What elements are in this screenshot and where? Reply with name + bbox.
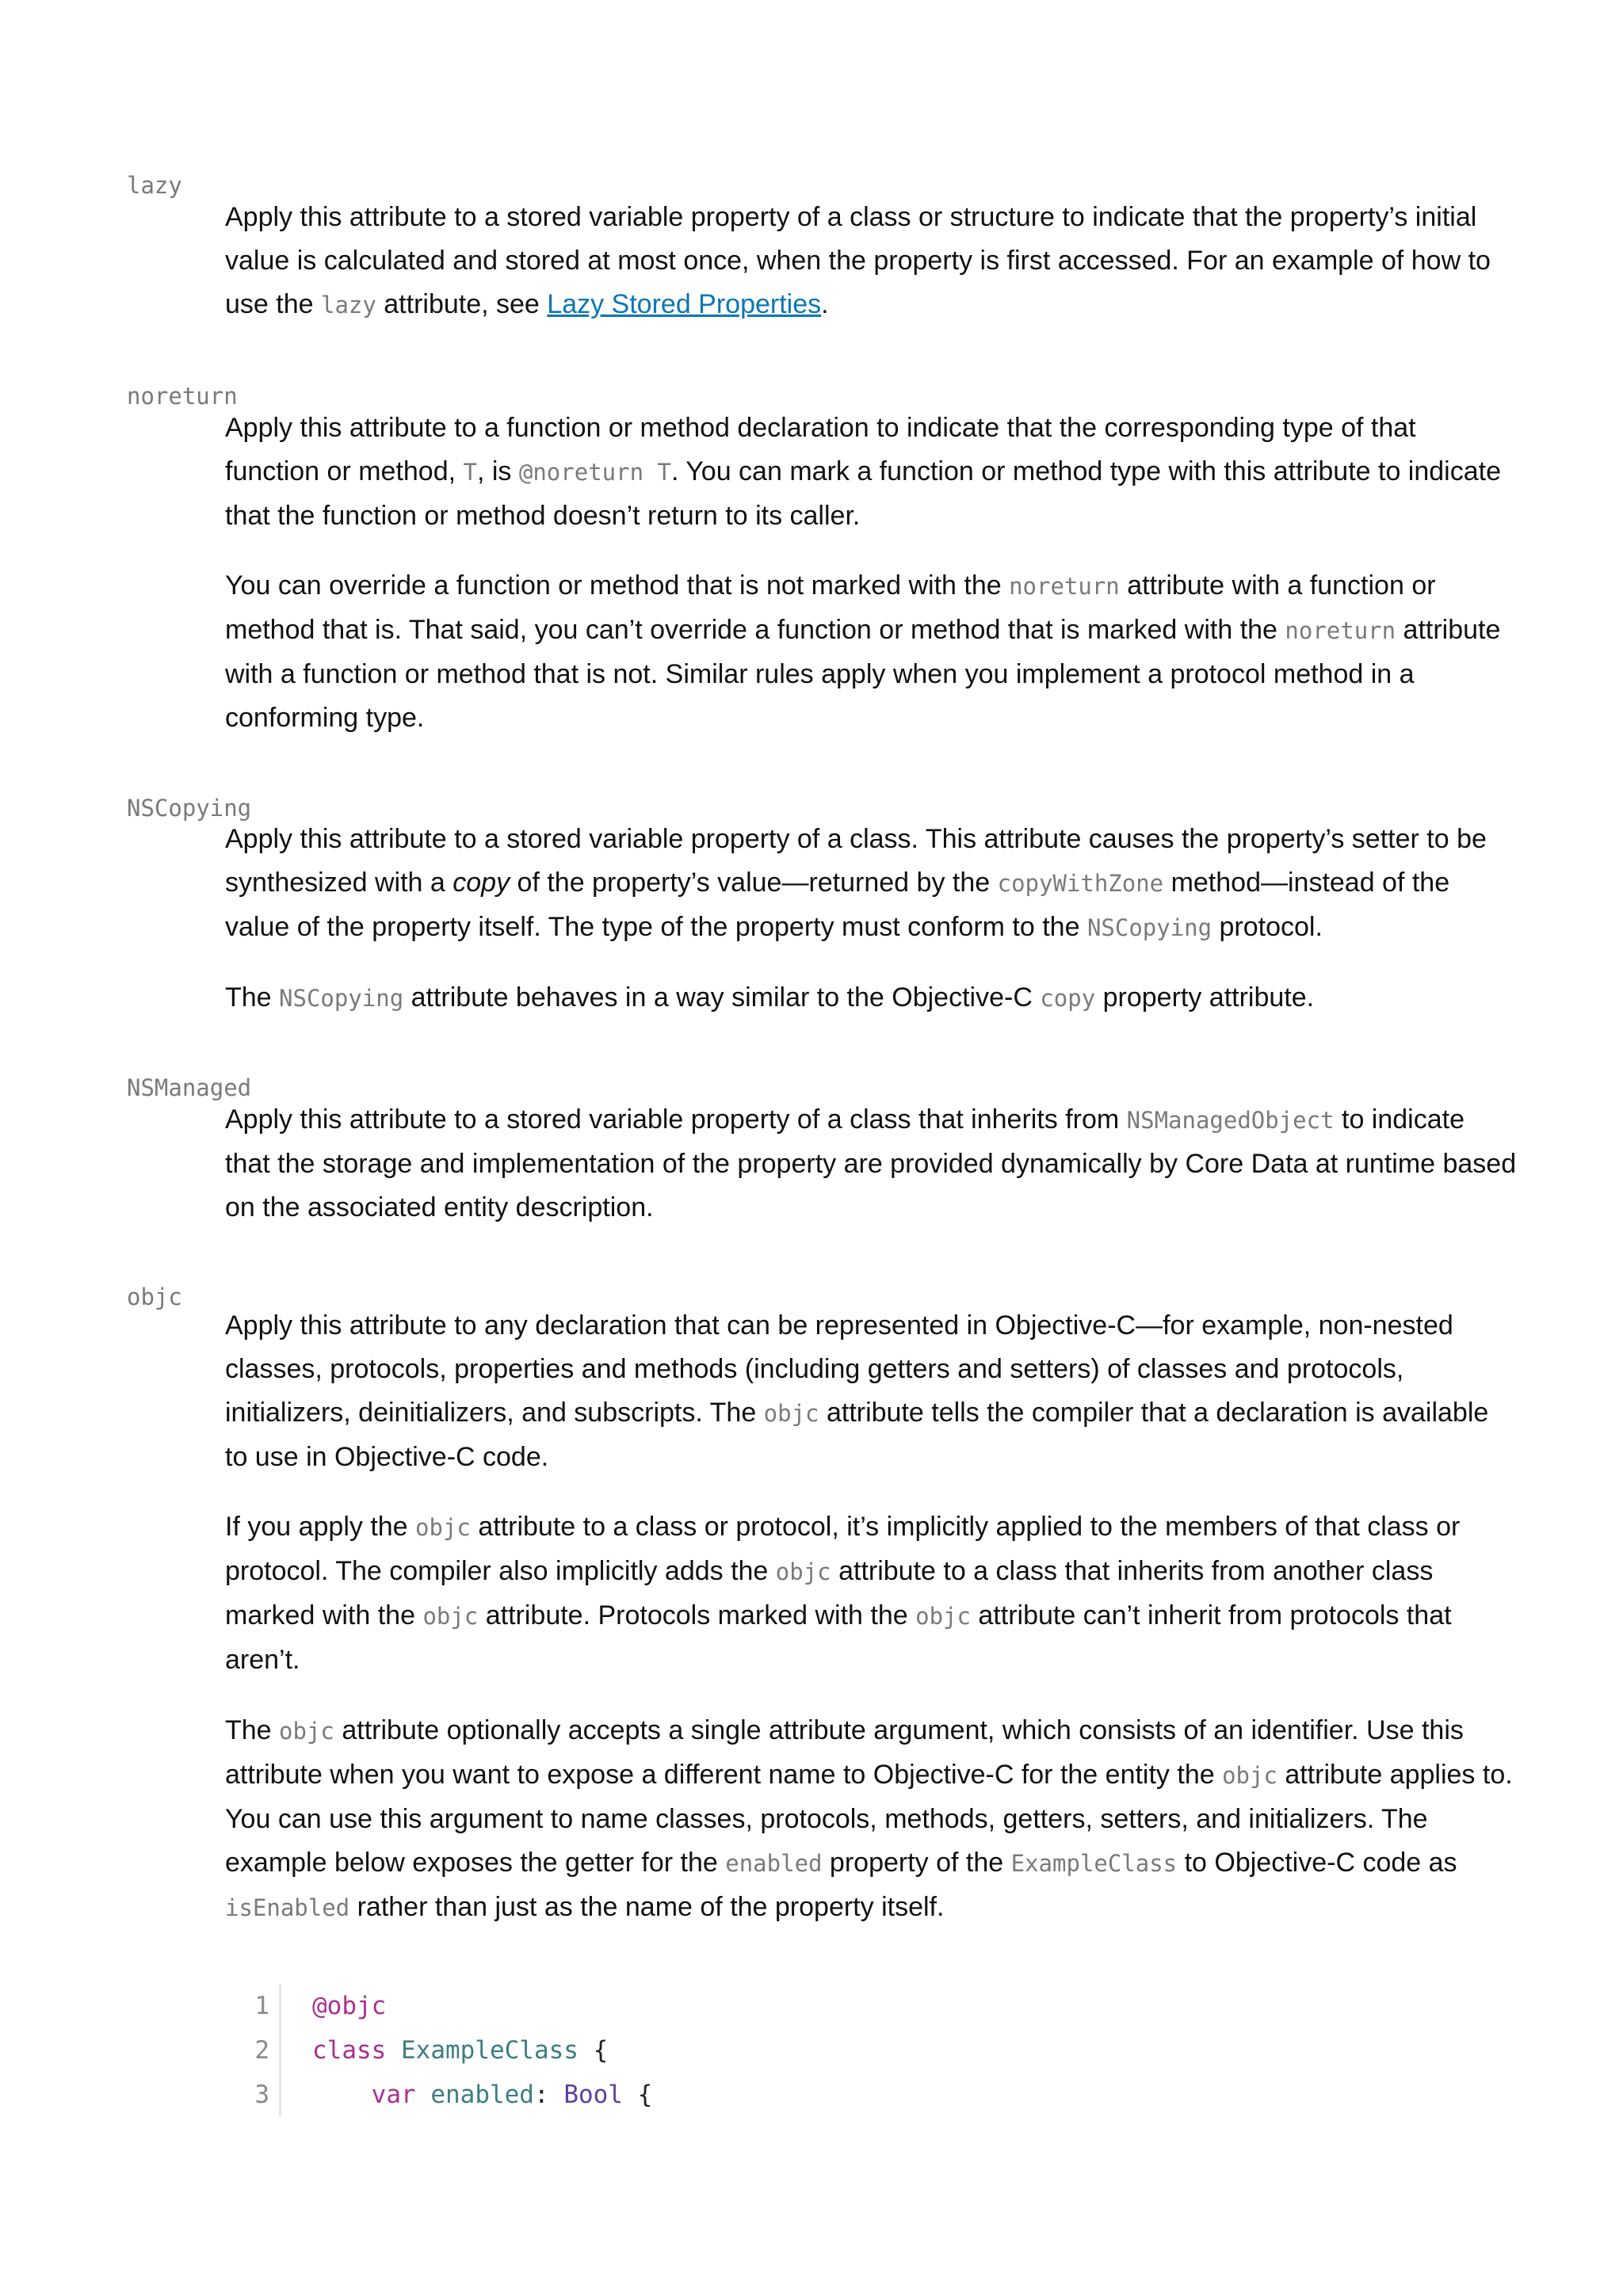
code-line <box>225 1984 1517 2028</box>
code-text <box>312 1984 386 2028</box>
code-type-name: ExampleClass <box>401 2036 579 2065</box>
paragraph-lazy <box>225 196 1517 327</box>
text: protocol. <box>1212 912 1323 942</box>
text: attribute with a function or method that is. That said, you can’t override a function or method that is marked with the <box>225 570 1436 645</box>
code-punctuation: { <box>622 2081 653 2109</box>
text: . <box>821 289 829 319</box>
text: Apply this attribute to a stored variable property of a class or structure to indicate that the property’s initial value is calculated and stored at most once, when the property is first accessed. For an example of how to use the <box>225 202 1491 319</box>
paragraph-objc-2 <box>225 1505 1517 1682</box>
inline-code: objc <box>915 1603 971 1630</box>
text: attribute behaves in a way similar to the Objective-C <box>403 982 1041 1013</box>
inline-code: enabled <box>725 1850 823 1877</box>
text: If you apply the <box>225 1512 416 1542</box>
inline-code: isEnabled <box>225 1894 350 1921</box>
inline-code: copyWithZone <box>997 870 1164 897</box>
text: attribute can’t inherit from protocols that aren’t. <box>225 1600 1452 1675</box>
term-noreturn: noreturn <box>127 383 238 410</box>
code-punctuation: { <box>578 2036 609 2065</box>
text: Apply this attribute to a stored variable property of a class. This attribute causes the property’s setter to be synthesized with a <box>225 824 1487 898</box>
text: , is <box>476 456 519 486</box>
lazy-stored-properties-link[interactable]: Lazy Stored Properties <box>547 289 822 319</box>
text: Apply this attribute to a function or method declaration to indicate that the corresponding type of that function or method, <box>225 413 1416 486</box>
inline-code: NSCopying <box>1086 914 1212 941</box>
text: The <box>225 982 280 1013</box>
term-objc: objc <box>127 1283 182 1310</box>
code-identifier: enabled <box>430 2081 534 2109</box>
inline-code: NSManagedObject <box>1126 1107 1335 1134</box>
text: attribute, see <box>376 289 548 319</box>
inline-code: copy <box>1040 985 1096 1012</box>
text: to indicate that the storage and implementation of the property are provided dynamically by Core Data at runtime based on the associated entity description. <box>225 1104 1517 1222</box>
inline-code: @noreturn T <box>518 459 671 486</box>
paragraph-objc-1 <box>225 1304 1517 1479</box>
text: attribute to a class or protocol, it’s implicitly applied to the members of that class or protocol. The compiler also implicitly adds the <box>225 1512 1461 1586</box>
inline-code: lazy <box>320 292 376 318</box>
term-lazy: lazy <box>127 172 182 199</box>
text: Apply this attribute to any declaration that can be represented in Objective-C—for example, non-nested classes, protocols, properties and methods (including getters and setters) of classes and protocols, initializers, deinitializers, and subscripts. The <box>225 1310 1453 1428</box>
line-number: 1 <box>254 1992 269 2020</box>
paragraph-objc-3 <box>225 1709 1517 1930</box>
text: attribute with a function or method that is not. Similar rules apply when you implement a protocol method in a conforming type. <box>225 615 1501 733</box>
text: rather than just as the name of the property itself. <box>349 1892 945 1922</box>
paragraph-nscopying-1 <box>225 818 1517 950</box>
inline-code: objc <box>775 1558 831 1585</box>
text: of the property’s value—returned by the <box>510 868 998 898</box>
text: attribute. Protocols marked with the <box>478 1600 916 1630</box>
inline-code: objc <box>279 1718 334 1745</box>
text: property attribute. <box>1095 982 1315 1013</box>
text: attribute optionally accepts a single attribute argument, which consists of an identifier. Use this attribute when you want to expose a different name to Objective-C for the entity the <box>225 1715 1464 1790</box>
text: Apply this attribute to a stored variable property of a class that inherits from <box>225 1104 1127 1135</box>
text: attribute to a class that inherits from another class marked with the <box>225 1556 1434 1630</box>
paragraph-nscopying-2 <box>225 976 1517 1020</box>
paragraph-nsmanaged <box>225 1098 1517 1230</box>
code-line <box>225 2073 1517 2117</box>
emphasis: copy <box>453 868 510 898</box>
inline-code: T <box>463 459 477 486</box>
inline-code: NSCopying <box>279 985 404 1012</box>
text: The <box>225 1715 280 1745</box>
line-number: 2 <box>254 2036 269 2065</box>
text: property of the <box>822 1848 1011 1878</box>
inline-code: ExampleClass <box>1010 1850 1178 1877</box>
text: You can override a function or method that is not marked with the <box>225 570 1010 601</box>
code-builtin-type: Bool <box>563 2081 623 2109</box>
code-text <box>312 2028 608 2073</box>
code-block <box>225 1984 1517 2117</box>
code-punctuation: : <box>533 2081 564 2109</box>
text: . You can mark a function or method type with this attribute to indicate that the function or method doesn’t return to its caller. <box>225 456 1501 531</box>
paragraph-noreturn-2 <box>225 564 1517 740</box>
inline-code: noreturn <box>1285 617 1396 644</box>
paragraph-noreturn-1 <box>225 406 1517 538</box>
code-space <box>416 2081 431 2109</box>
code-line <box>225 2028 1517 2073</box>
code-keyword: var <box>371 2081 416 2109</box>
text: to Objective-C code as <box>1177 1848 1457 1878</box>
text: method—instead of the value of the property itself. The type of the property must conform to the <box>225 868 1450 942</box>
inline-code: objc <box>422 1603 479 1630</box>
term-nscopying: NSCopying <box>127 795 252 822</box>
code-text <box>312 2073 652 2117</box>
code-attribute: @objc <box>312 1992 387 2020</box>
text: attribute tells the compiler that a declaration is available to use in Objective-C code. <box>225 1398 1489 1472</box>
code-indent <box>312 2081 372 2109</box>
line-number: 3 <box>254 2081 269 2109</box>
code-keyword: class <box>312 2036 387 2065</box>
text: attribute applies to. You can use this argument to name classes, protocols, methods, getters, setters, and initializers. The example below exposes the getter for the <box>225 1760 1513 1878</box>
term-nsmanaged: NSManaged <box>127 1074 252 1101</box>
inline-code: objc <box>763 1400 819 1427</box>
inline-code: objc <box>415 1514 471 1541</box>
code-space <box>386 2036 401 2065</box>
inline-code: noreturn <box>1009 573 1120 600</box>
inline-code: objc <box>1222 1762 1277 1789</box>
